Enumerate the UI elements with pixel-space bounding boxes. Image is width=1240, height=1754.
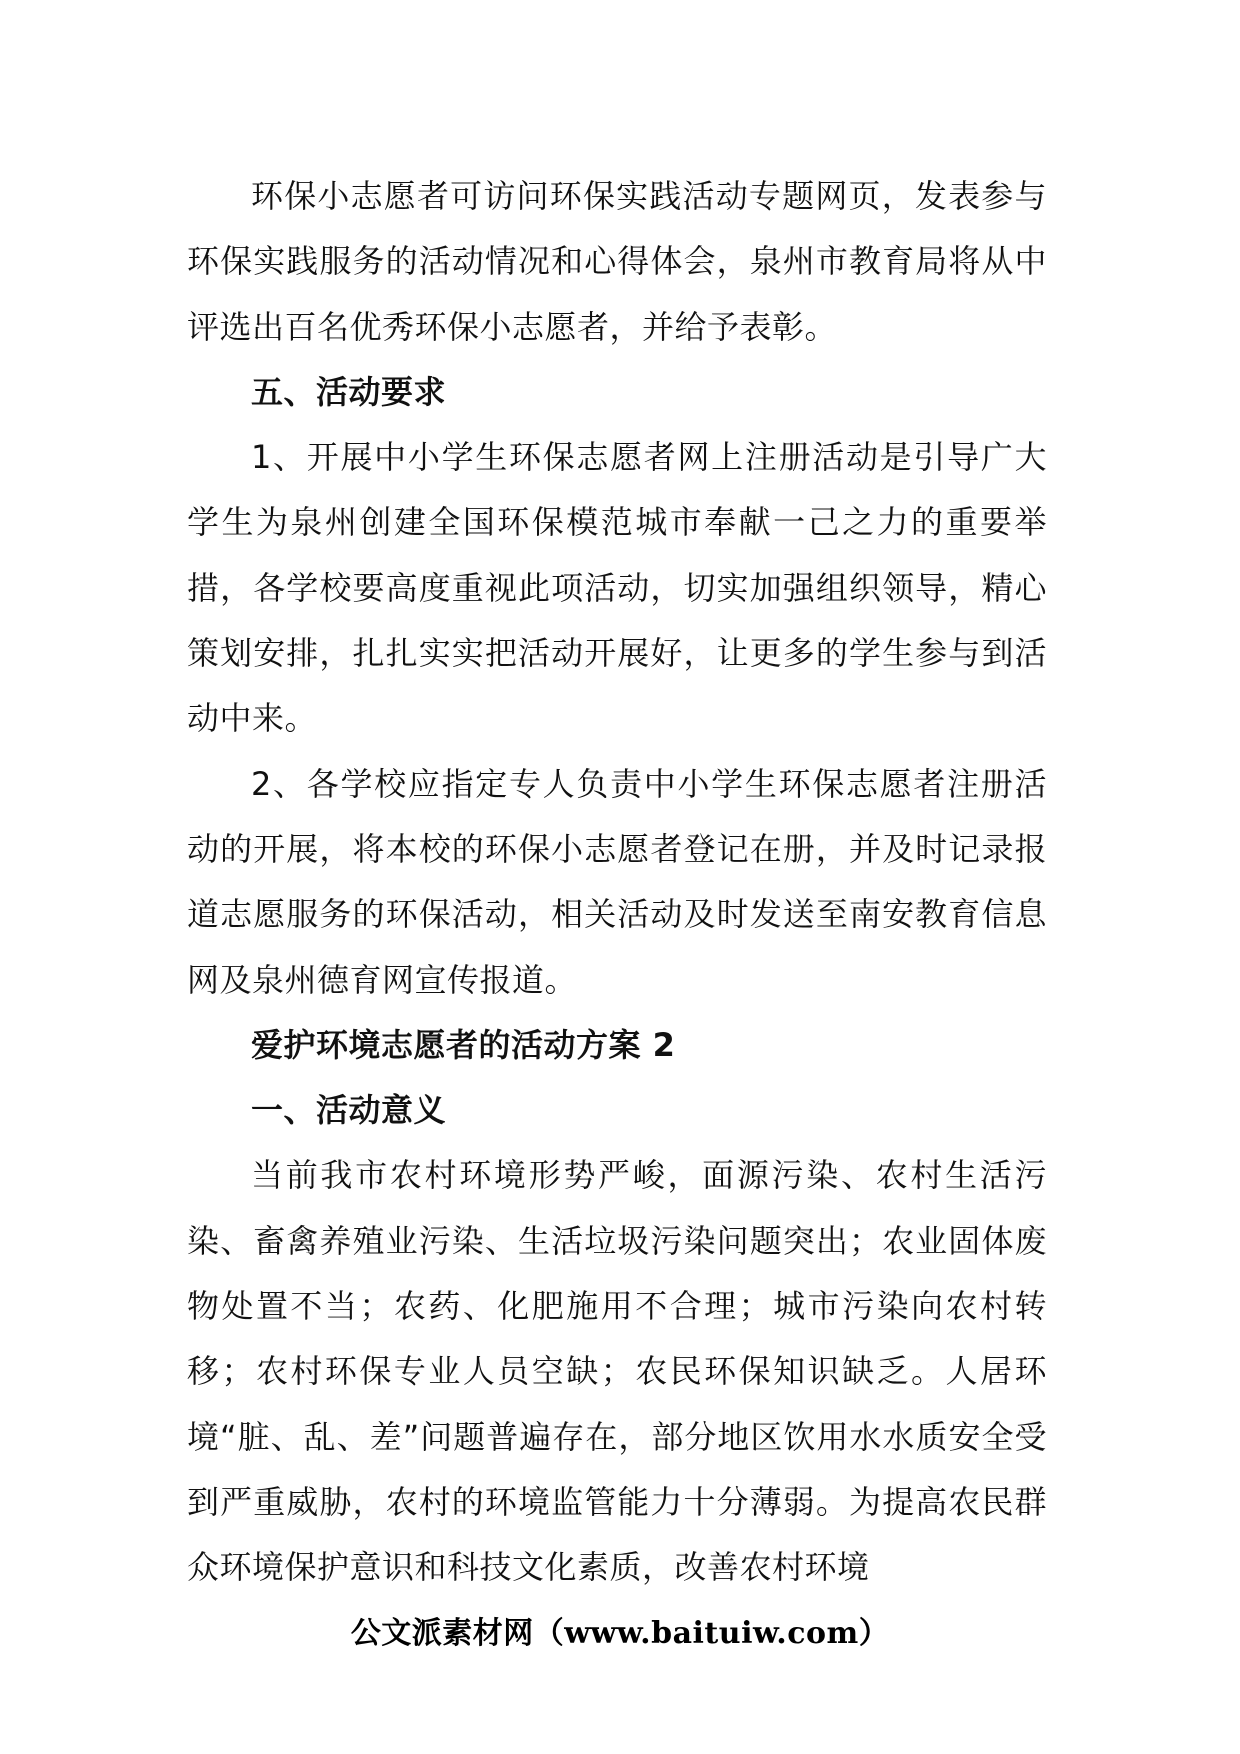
heading-activity-significance: 一、活动意义 — [251, 1091, 447, 1130]
document-body — [187, 164, 1047, 1601]
paragraph-requirement-2: 2、各学校应指定专人负责中小学生环保志愿者注册活动的开展，将本校的环保小志愿者登记在册，并及时记录报道志愿服务的环保活动，相关活动及时发送至南安教育信息网及泉州德育网宣传报道。 — [187, 764, 1047, 999]
heading-activity-requirements: 五、活动要求 — [251, 372, 447, 411]
paragraph-volunteer-webpage: 环保小志愿者可访问环保实践活动专题网页，发表参与环保实践服务的活动情况和心得体会，泉州市教育局将从中评选出百名优秀环保小志愿者，并给予表彰。 — [187, 177, 1047, 346]
paragraph-rural-environment: 当前我市农村环境形势严峻，面源污染、农村生活污染、畜禽养殖业污染、生活垃圾污染问题突出；农业固体废物处置不当；农药、化肥施用不合理；城市污染向农村转移；农村环保专业人员空缺；农民环保知识缺乏。人居环境“脏、乱、差”问题普遍存在，部分地区饮用水水质安全受到严重威胁，农村的环境监管能力十分薄弱。为提高农民群众环境保护意识和科技文化素质，改善农村环境 — [187, 1156, 1047, 1587]
page-footer-watermark: 公文派素材网（www.baituiw.com） — [350, 1616, 890, 1651]
paragraph-requirement-1: 1、开展中小学生环保志愿者网上注册活动是引导广大学生为泉州创建全国环保模范城市奉献一己之力的重要举措，各学校要高度重视此项活动，切实加强组织领导，精心策划安排，扎扎实实把活动开展好，让更多的学生参与到活动中来。 — [187, 438, 1047, 738]
heading-plan-2: 爱护环境志愿者的活动方案 2 — [251, 1025, 676, 1064]
